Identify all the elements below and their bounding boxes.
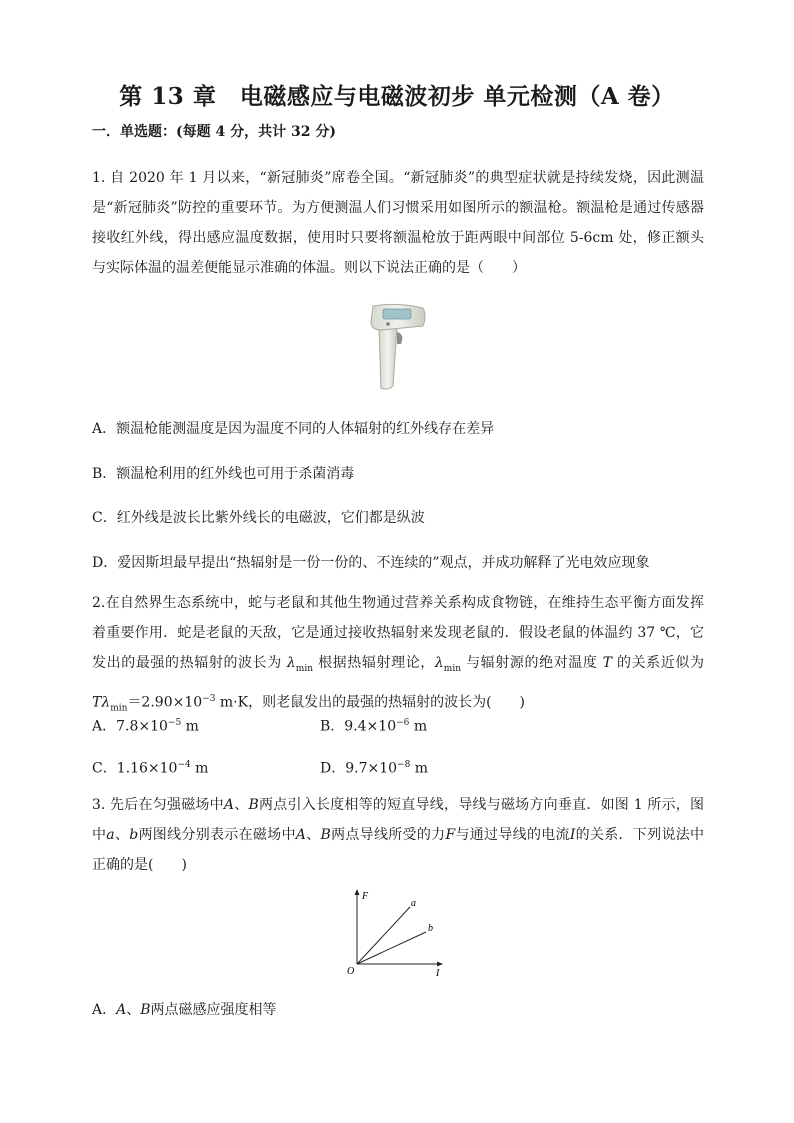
x-axis-label: I bbox=[436, 968, 440, 976]
q1-option-c: C．红外线是波长比紫外线长的电磁波，它们都是纵波 bbox=[92, 510, 425, 526]
q1-option-a: A．额温枪能测温度是因为温度不同的人体辐射的红外线存在差异 bbox=[92, 421, 495, 437]
q2-option-a: A．$7.8\times 10^{-5}$ m bbox=[92, 718, 199, 735]
y-axis-arrow bbox=[355, 889, 360, 895]
question-2-stem: 2.在自然界生态系统中，蛇与老鼠和其他生物通过营养关系构成食物链，在维持生态平衡方面发挥着重要作用．蛇是老鼠的天敌，它是通过接收热辐射来发现老鼠的．假设老鼠的体温约 37 ℃，它发出的最强的热辐射的波长为 $\lambda_{min}$ 根据热辐射理论，$\lambda_{min}$ 与辐射源的绝对温度 T 的关系近似为 $T\lambda_{min}=2.90\times 10^{-3}$ m·K，则老鼠发出的最强的热辐射的波长为( ) bbox=[92, 595, 705, 714]
section-heading: 一．单选题：(每题 4 分，共计 32 分) bbox=[92, 124, 336, 140]
line-b-label: b bbox=[428, 923, 433, 934]
question-1-stem: 1. 自 2020 年 1 月以来，“新冠肺炎”席卷全国。“新冠肺炎”的典型症状就是持续发烧，因此测温是“新冠肺炎”防控的重要环节。为方便测温人们习惯采用如图所示的额温枪。额温枪是通过传感器接收红外线，得出感应温度数据，使用时只要将额温枪放于距两眼中间部位 5-6cm 处，修正额头与实际体温的温差便能显示准确的体温。则以下说法正确的是（ ） bbox=[92, 170, 704, 276]
line-a-label: a bbox=[411, 898, 416, 909]
y-axis-label: F bbox=[362, 891, 369, 902]
x-axis-arrow bbox=[437, 962, 443, 967]
q2-option-d: D．$9.7\times 10^{-8}$ m bbox=[320, 760, 429, 777]
q2-option-c: C．$1.16\times 10^{-4}$ m bbox=[92, 760, 209, 777]
thermometer-gun-image bbox=[357, 300, 429, 392]
q3-option-a: A．A、B两点磁感应强度相等 bbox=[92, 1002, 277, 1018]
question-3-stem: 3. 先后在匀强磁场中A、B两点引入长度相等的短直导线，导线与磁场方向垂直．如图 1 所示，图中a、b两图线分别表示在磁场中A、B两点导线所受的力F与通过导线的电流I的关系．下列说法中正确的是( ) bbox=[92, 797, 705, 873]
q2-option-b: B．$9.4\times 10^{-6}$ m bbox=[320, 718, 428, 735]
line-b bbox=[357, 932, 426, 964]
q1-option-b: B．额温枪利用的红外线也可用于杀菌消毒 bbox=[92, 466, 355, 482]
line-a bbox=[357, 907, 410, 964]
page-title: 第 13 章 电磁感应与电磁波初步 单元检测（A 卷） bbox=[119, 83, 675, 110]
q1-option-d: D．爱因斯坦最早提出“热辐射是一份一份的、不连续的”观点，并成功解释了光电效应现象 bbox=[92, 555, 650, 571]
force-current-graph bbox=[344, 886, 454, 976]
origin-label: O bbox=[347, 966, 355, 976]
